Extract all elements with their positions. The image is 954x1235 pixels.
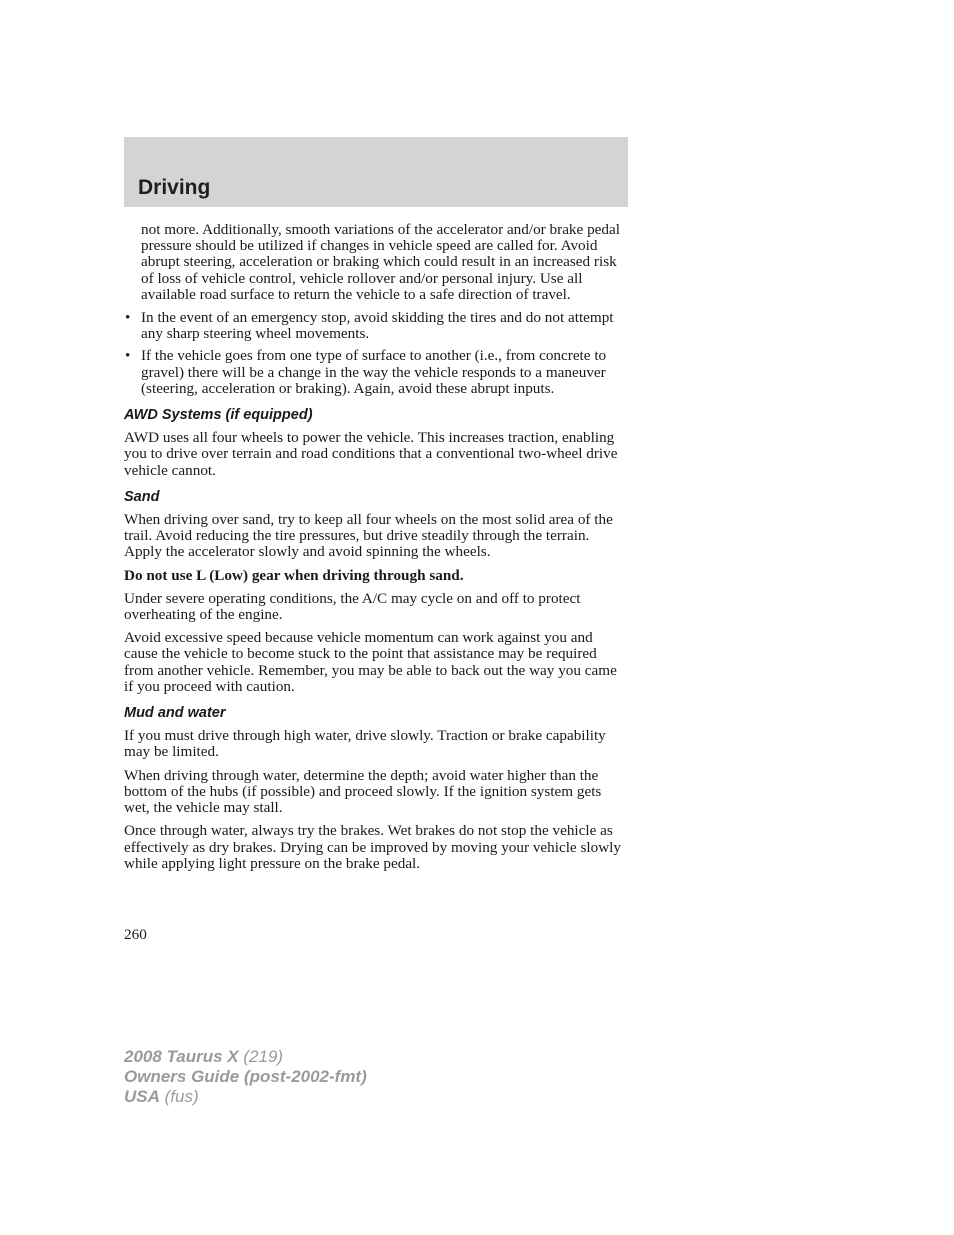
- sand-paragraph-3: Avoid excessive speed because vehicle momentum can work against you and cause the vehicle to become stuck to the point that assistance may be required from another vehicle. Remember, you may be able to back out the way you came if you proceed with caution.: [124, 629, 617, 695]
- footer-line-1: [124, 1047, 367, 1067]
- footer-line-3: [124, 1087, 367, 1107]
- sand-warning: Do not use L (Low) gear when driving through sand.: [124, 566, 464, 584]
- awd-heading: AWD Systems (if equipped): [124, 407, 313, 424]
- page-content: [124, 222, 628, 879]
- list-item: [124, 310, 628, 342]
- sand-heading: Sand: [124, 488, 160, 505]
- bullet-text: If the vehicle goes from one type of surface to another (i.e., from concrete to gravel) there will be a change in the way the vehicle responds to a maneuver (steering, acceleration or braking). Again, avoid these abrupt inputs.: [141, 347, 607, 397]
- footer-guide: Owners Guide (post-2002-fmt): [124, 1067, 367, 1086]
- footer-model-code: (219): [243, 1047, 284, 1066]
- continued-paragraph: not more. Additionally, smooth variations of the accelerator and/or brake pedal pressure should be utilized if changes in vehicle speed are called for. Avoid abrupt steering, acceleration or braking which could result in an increased risk of loss of vehicle control, vehicle rollover and/or personal injury. Use all available road surface to return the vehicle to a safe direction of travel.: [141, 221, 620, 303]
- bullet-icon: •: [125, 347, 131, 365]
- footer-market-code: (fus): [164, 1087, 199, 1106]
- footer-market: USA: [124, 1087, 160, 1106]
- mud-paragraph-3: Once through water, always try the brakes. Wet brakes do not stop the vehicle as effectively as dry brakes. Drying can be improved by moving your vehicle slowly while applying light pressure on the brake pedal.: [124, 822, 621, 872]
- bullet-icon: •: [125, 309, 131, 327]
- page-number: 260: [124, 926, 147, 943]
- mud-paragraph-2: When driving through water, determine the depth; avoid water higher than the bottom of the hubs (if possible) and proceed slowly. If the ignition system gets wet, the vehicle may stall.: [124, 766, 602, 817]
- sand-paragraph-1: When driving over sand, try to keep all four wheels on the most solid area of the trail. Avoid reducing the tire pressures, but drive steadily through the terrain. Apply the accelerator slowly and avoid spinning the wheels.: [124, 511, 613, 561]
- section-title: Driving: [138, 176, 211, 199]
- sand-paragraph-2: Under severe operating conditions, the A/C may cycle on and off to protect overheating of the engine.: [124, 589, 581, 624]
- list-item: [124, 348, 628, 397]
- footer-line-2: [124, 1067, 367, 1087]
- footer: [124, 1047, 367, 1107]
- mud-paragraph-1: If you must drive through high water, drive slowly. Traction or brake capability may be limited.: [124, 727, 606, 761]
- footer-model: 2008 Taurus X: [124, 1047, 239, 1066]
- awd-paragraph: AWD uses all four wheels to power the vehicle. This increases traction, enabling you to drive over terrain and road conditions that a conventional two-wheel drive vehicle cannot.: [124, 429, 618, 479]
- bullet-text: In the event of an emergency stop, avoid skidding the tires and do not attempt any sharp steering wheel movements.: [141, 309, 614, 343]
- mud-heading: Mud and water: [124, 705, 226, 722]
